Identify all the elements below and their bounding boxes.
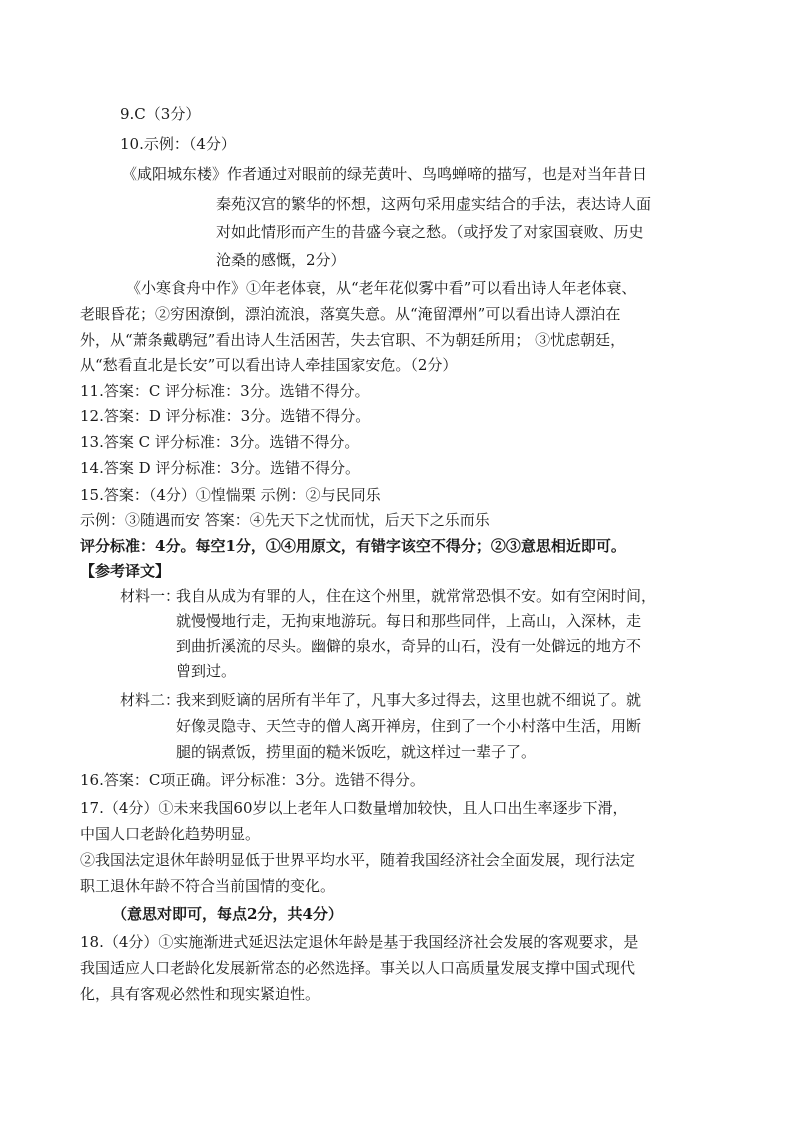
answer-q17: 中国人口老龄化趋势明显。: [80, 825, 261, 843]
answer-q13: 13.答案 C 评分标准：3分。选错不得分。: [80, 433, 360, 451]
material-one-text: 曾到过。: [176, 662, 237, 680]
answer-q9: 9.C（3分）: [120, 105, 201, 123]
answer-q12: 12.答案：D 评分标准：3分。选错不得分。: [80, 407, 371, 425]
material-two-text: 好像灵隐寺、天竺寺的僧人离开禅房，住到了一个小村落中生活，用断: [176, 717, 642, 735]
answer-q10-heading: 10.示例：（4分）: [120, 135, 236, 153]
reference-translation-title: 【参考译文】: [80, 562, 171, 580]
material-one-text: 就慢慢地行走，无拘束地游玩。每日和那些同伴，上高山，入深林，走: [176, 612, 642, 630]
answer-q18: 我国适应人口老龄化发展新常态的必然选择。事关以人口高质量发展支撑中国式现代: [80, 959, 636, 977]
answer-q17: 职工退休年龄不符合当前国情的变化。: [80, 877, 336, 895]
material-one-text: 到曲折溪流的尽头。幽僻的泉水，奇异的山石，没有一处僻远的地方不: [176, 637, 642, 655]
answer-q10-text: 《咸阳城东楼》作者通过对眼前的绿芜黄叶、鸟鸣蝉啼的描写，也是对当年昔日: [122, 165, 648, 183]
material-two-text: 我来到贬谪的居所有半年了，凡事大多过得去，这里也就不细说了。就: [176, 691, 642, 709]
answer-q10-text: 秦苑汉宫的繁华的怀想，这两句采用虚实结合的手法，表达诗人面: [216, 195, 652, 213]
answer-q10-text: 对如此情形而产生的昔盛今衰之愁。（或抒发了对家国衰败、历史: [216, 223, 644, 241]
scoring-criteria-q15: 评分标准：4分。每空1分，①④用原文，有错字该空不得分；②③意思相近即可。: [80, 537, 626, 555]
material-one-label: 材料一：: [120, 587, 181, 605]
answer-q15: 15.答案：（4分）①惶惴栗 示例：②与民同乐: [80, 486, 381, 504]
answer-q10-text: 《小寒食舟中作》①年老体衰，从“老年花似雾中看”可以看出诗人年老体衰、: [126, 279, 637, 297]
answer-q10-text: 老眼昏花；②穷困潦倒，漂泊流浪，落寞失意。从“淹留潭州”可以看出诗人漂泊在: [80, 305, 621, 323]
answer-q16: 16.答案：C项正确。评分标准：3分。选错不得分。: [80, 771, 425, 789]
answer-q10-text: 沧桑的感慨，2分）: [216, 251, 346, 269]
scoring-criteria-q17: （意思对即可，每点2分，共4分）: [112, 905, 343, 923]
answer-q18: 化，具有客观必然性和现实紧迫性。: [80, 985, 321, 1003]
answer-q10-text: 外，从“萧条戴鹖冠”看出诗人生活困苦，失去官职、不为朝廷所用； ③忧虑朝廷，: [80, 331, 626, 349]
answer-q10-text: 从“愁看直北是长安”可以看出诗人牵挂国家安危。（2分）: [80, 356, 458, 374]
answer-q15: 示例：③随遇而安 答案：④先天下之忧而忧，后天下之乐而乐: [80, 511, 490, 529]
material-two-label: 材料二：: [120, 691, 181, 709]
answer-q14: 14.答案 D 评分标准：3分。选错不得分。: [80, 459, 360, 477]
answer-q17: ②我国法定退休年龄明显低于世界平均水平，随着我国经济社会全面发展，现行法定: [80, 851, 636, 869]
answer-q11: 11.答案：C 评分标准：3分。选错不得分。: [80, 382, 370, 400]
material-one-text: 我自从成为有罪的人，住在这个州里，就常常恐惧不安。如有空闲时间，: [176, 587, 657, 605]
answer-q18: 18.（4分）①实施渐进式延迟法定退休年龄是基于我国经济社会发展的客观要求，是: [80, 933, 639, 951]
answer-q17: 17.（4分）①未来我国60岁以上老年人口数量增加较快，且人口出生率逐步下滑，: [80, 799, 628, 817]
material-two-text: 腿的锅煮饭，捞里面的糙米饭吃，就这样过一辈子了。: [176, 743, 537, 761]
